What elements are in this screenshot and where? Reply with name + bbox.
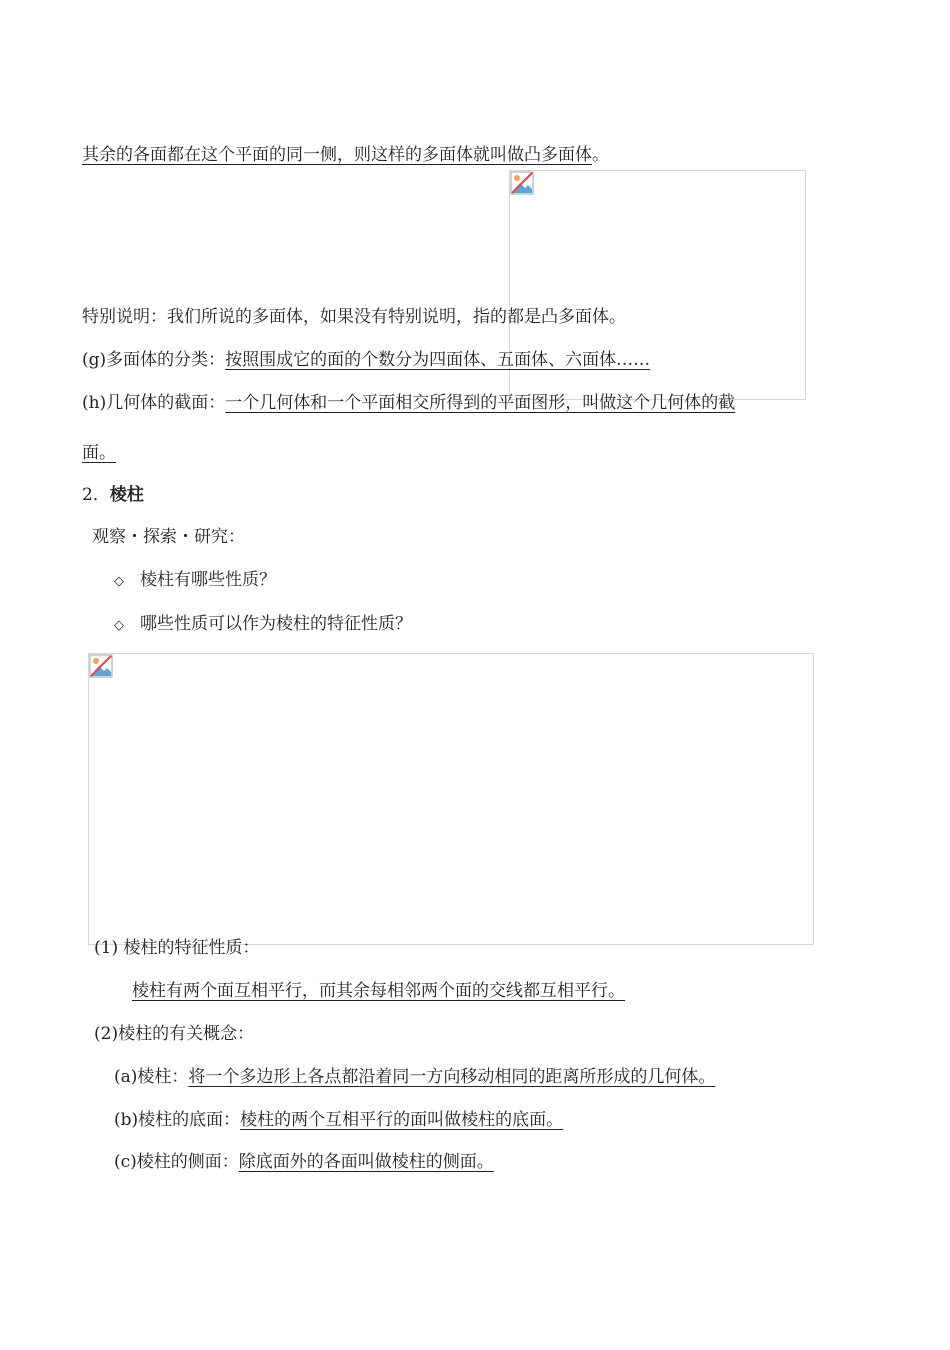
text-line — [132, 979, 625, 1003]
underlined-text: 一个几何体和一个平面相交所得到的平面图形，叫做这个几何体的截 — [225, 393, 736, 413]
underlined-text: 面。 — [82, 443, 116, 463]
broken-image-icon — [510, 171, 534, 195]
definition-item — [114, 1150, 494, 1174]
text-line — [82, 391, 735, 415]
question-item — [114, 612, 412, 638]
question-text: 哪些性质可以作为棱柱的特征性质？ — [140, 614, 412, 634]
diamond-bullet-icon: ◇ — [114, 574, 124, 589]
underlined-text: 除底面外的各面叫做棱柱的侧面。 — [238, 1152, 494, 1172]
item-prefix: (a)棱柱： — [114, 1067, 189, 1087]
item-prefix: (h)几何体的截面： — [82, 393, 226, 413]
question-item — [114, 568, 276, 594]
item-prefix: (g)多面体的分类： — [82, 350, 226, 370]
underlined-text: 将一个多边形上各点都沿着同一方向移动相同的距离所形成的几何体。 — [188, 1067, 716, 1087]
text-line: 特别说明：我们所说的多面体，如果没有特别说明，指的都是凸多面体。 — [82, 307, 626, 327]
underlined-text: 按照围成它的面的个数分为四面体、五面体、六面体…… — [225, 350, 651, 370]
underlined-text: 其余的各面都在这个平面的同一侧，则这样的多面体就叫做凸多面体 — [82, 145, 592, 165]
text-line — [82, 143, 609, 167]
image-placeholder — [88, 653, 814, 945]
section-heading — [82, 483, 144, 507]
underlined-text: 棱柱的两个互相平行的面叫做棱柱的底面。 — [240, 1110, 564, 1130]
broken-image-icon — [89, 654, 113, 678]
text-line — [82, 441, 116, 465]
text-line: 观察・探索・研究： — [92, 527, 245, 547]
underlined-text: 棱柱有两个面互相平行，而其余每相邻两个面的交线都互相平行。 — [132, 981, 625, 1001]
text-line: (1) 棱柱的特征性质： — [94, 938, 260, 958]
period: 。 — [592, 145, 609, 165]
definition-item — [114, 1065, 715, 1089]
definition-item — [114, 1108, 563, 1132]
text-line: (2)棱柱的有关概念： — [94, 1024, 255, 1044]
item-prefix: (c)棱柱的侧面： — [114, 1152, 239, 1172]
section-number: 2． — [82, 485, 110, 505]
section-title: 棱柱 — [109, 485, 144, 505]
text-line — [82, 348, 650, 372]
diamond-bullet-icon: ◇ — [114, 618, 124, 633]
item-prefix: (b)棱柱的底面： — [114, 1110, 241, 1130]
question-text: 棱柱有哪些性质？ — [140, 570, 276, 590]
